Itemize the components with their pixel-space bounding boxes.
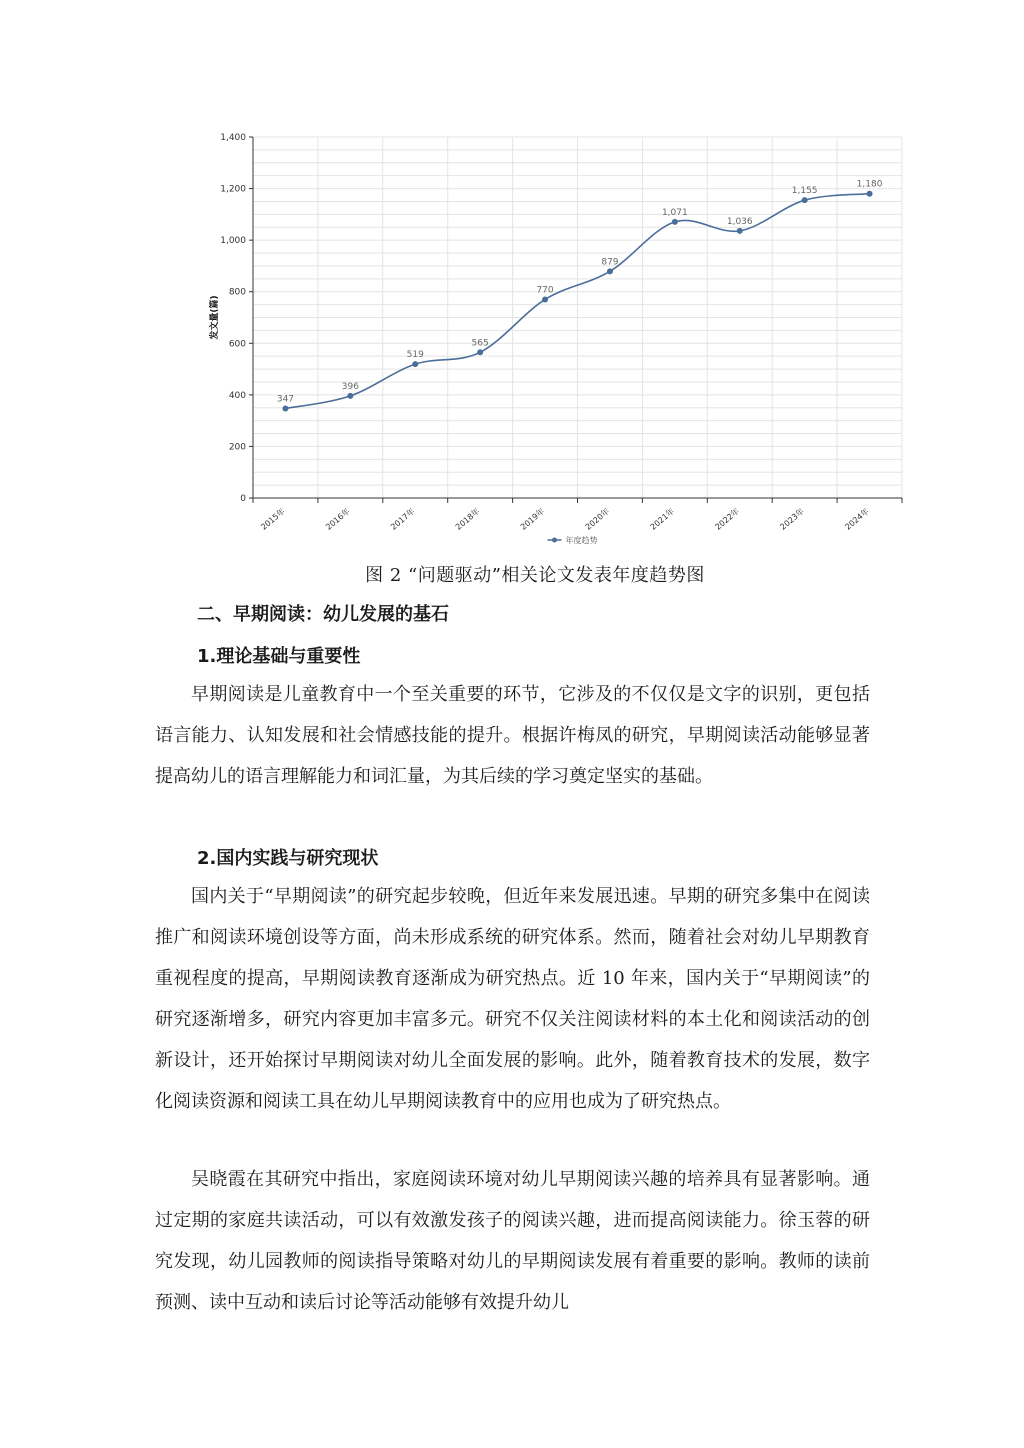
- data-point: [867, 191, 873, 197]
- data-label: 396: [341, 381, 359, 392]
- x-tick-label: 2017年: [389, 506, 417, 532]
- x-tick-label: 2021年: [648, 506, 677, 532]
- data-label: 1,036: [726, 216, 753, 227]
- subsection-title-2: 2.国内实践与研究现状: [197, 848, 379, 869]
- x-tick-label: 2015年: [259, 506, 287, 532]
- legend-label: 年度趋势: [565, 536, 598, 545]
- data-point: [672, 219, 678, 225]
- subsection-title-1: 1.理论基础与重要性: [197, 646, 361, 667]
- data-point: [412, 361, 418, 367]
- y-tick-label: 0: [240, 494, 246, 504]
- y-tick-label: 800: [228, 287, 246, 298]
- data-point: [282, 406, 288, 412]
- paragraph-1: 早期阅读是儿童教育中一个至关重要的环节，它涉及的不仅仅是文字的识别，更包括语言能力、认知发展和社会情感技能的提升。根据许梅凤的研究，早期阅读活动能够显著提高幼儿的语言理解能力和词汇量，为其后续的学习奠定坚实的基础。: [155, 684, 870, 787]
- x-tick-label: 2024年: [843, 506, 871, 532]
- chart-svg: [195, 125, 915, 555]
- legend-swatch-marker: [552, 538, 557, 543]
- data-point: [477, 349, 483, 355]
- x-tick-label: 2018年: [453, 506, 482, 532]
- y-tick-label: 600: [228, 339, 246, 350]
- y-axis-label: 发文量(篇): [210, 295, 220, 340]
- y-tick-label: 1,200: [220, 184, 246, 195]
- data-label: 1,155: [791, 186, 818, 197]
- data-label: 879: [601, 257, 619, 268]
- trend-chart: [195, 125, 915, 555]
- data-point: [542, 296, 548, 302]
- figure-caption: 图 2 “问题驱动”相关论文发表年度趋势图: [365, 565, 705, 586]
- y-tick-label: 1,400: [220, 133, 246, 143]
- data-label: 347: [276, 394, 295, 405]
- y-tick-label: 200: [228, 442, 246, 453]
- x-tick-label: 2023年: [778, 506, 806, 532]
- x-tick-label: 2019年: [518, 506, 547, 532]
- data-label: 1,180: [856, 179, 883, 190]
- paragraph-3: 吴晓霞在其研究中指出，家庭阅读环境对幼儿早期阅读兴趣的培养具有显著影响。通过定期的家庭共读活动，可以有效激发孩子的阅读兴趣，进而提高阅读能力。徐玉蓉的研究发现，幼儿园教师的阅读指导策略对幼儿的早期阅读发展有着重要的影响。教师的读前预测、读中互动和读后讨论等活动能够有效提升幼儿: [155, 1169, 870, 1313]
- y-tick-label: 1,000: [220, 236, 246, 247]
- x-tick-label: 2016年: [324, 506, 352, 532]
- data-label: 770: [536, 285, 554, 296]
- x-tick-label: 2022年: [713, 506, 742, 532]
- data-point: [347, 393, 353, 399]
- x-tick-label: 2020年: [583, 506, 612, 532]
- data-label: 519: [406, 350, 424, 361]
- data-label: 1,071: [661, 207, 688, 218]
- data-label: 565: [471, 338, 489, 349]
- data-point: [737, 228, 743, 234]
- data-point: [607, 268, 613, 274]
- y-tick-label: 400: [228, 390, 246, 401]
- section-title: 二、早期阅读：幼儿发展的基石: [197, 604, 449, 625]
- data-point: [802, 197, 808, 203]
- paragraph-2: 国内关于“早期阅读”的研究起步较晚，但近年来发展迅速。早期的研究多集中在阅读推广和阅读环境创设等方面，尚未形成系统的研究体系。然而，随着社会对幼儿早期教育重视程度的提高，早期阅读教育逐渐成为研究热点。近 10 年来，国内关于“早期阅读”的研究逐渐增多，研究内容更加丰富多元。研究不仅关注阅读材料的本土化和阅读活动的创新设计，还开始探讨早期阅读对幼儿全面发展的影响。此外，随着教育技术的发展，数字化阅读资源和阅读工具在幼儿早期阅读教育中的应用也成为了研究热点。: [155, 886, 870, 1112]
